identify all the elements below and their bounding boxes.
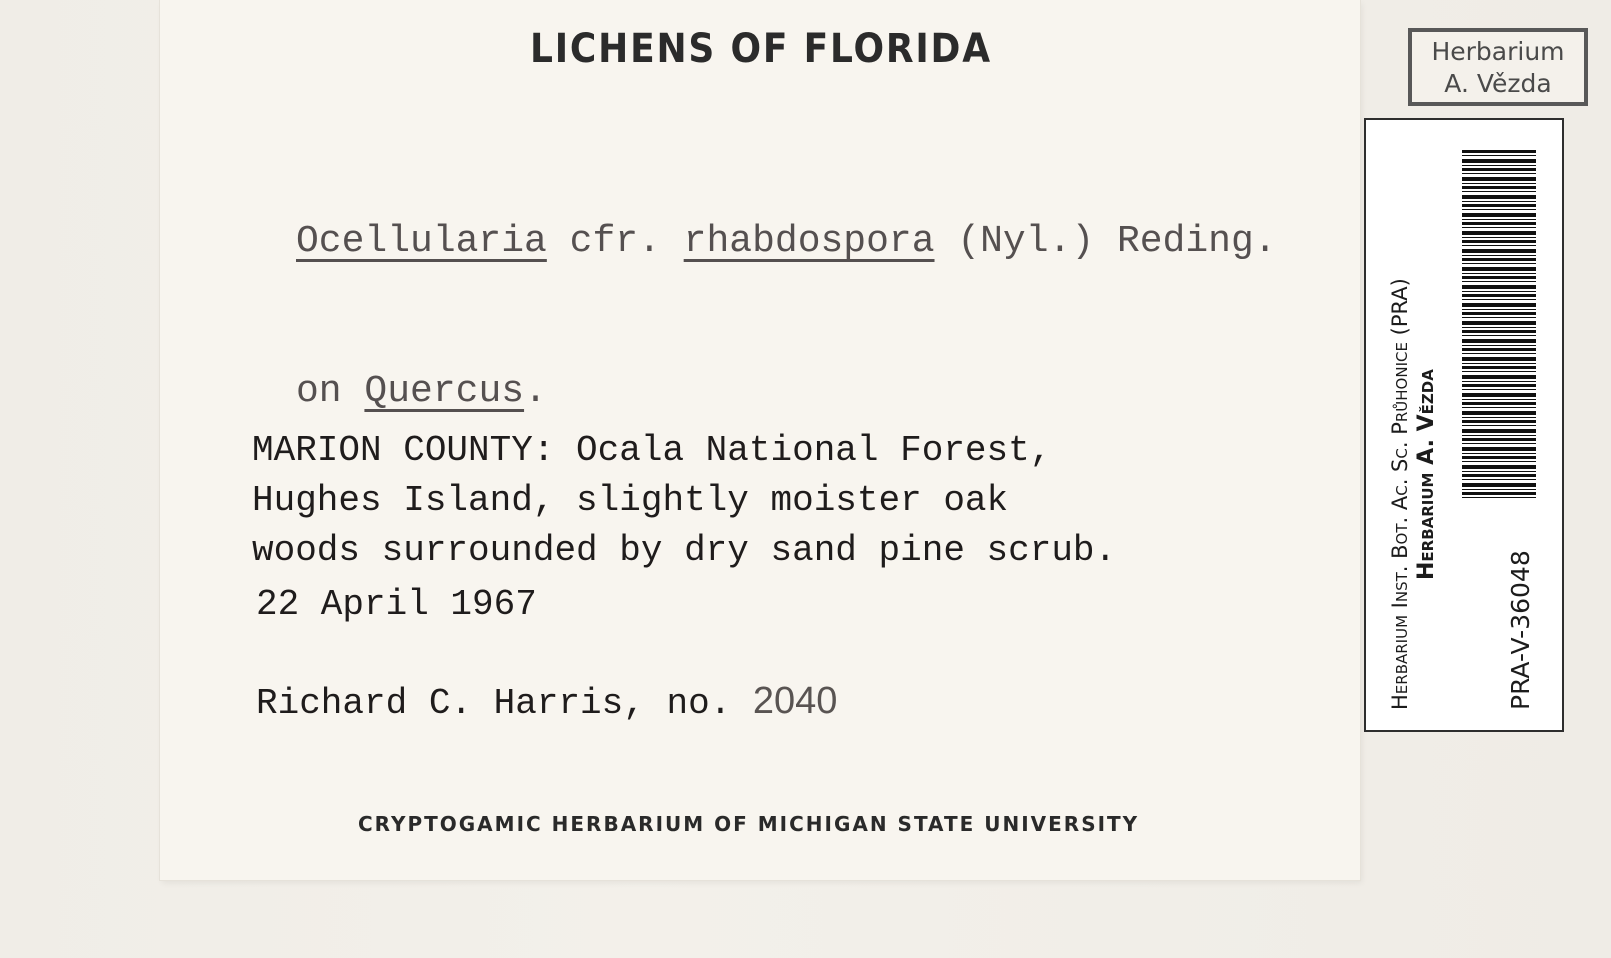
- taxon-author: (Nyl.) Reding.: [934, 220, 1277, 263]
- taxon-genus: Ocellularia: [296, 220, 547, 263]
- stamp-line-2: A. Vězda: [1444, 69, 1552, 98]
- locality-line-3: woods surrounded by dry sand pine scrub.: [252, 530, 1117, 571]
- locality-line-2: Hughes Island, slightly moister oak: [252, 480, 1009, 521]
- stamp-line-1: Herbarium: [1431, 37, 1565, 66]
- substrate-period: .: [524, 370, 547, 413]
- label-title: LICHENS OF FLORIDA: [530, 26, 992, 72]
- barcode-label: [1364, 118, 1564, 732]
- collection-date: 22 April 1967: [256, 584, 537, 625]
- substrate: [296, 370, 547, 413]
- taxon-name: [296, 220, 1277, 263]
- collector-name: Richard C. Harris, no.: [256, 683, 753, 724]
- institution-text: Herbarium Inst. Bot. Ac. Sc. Průhonice (PRA): [1388, 278, 1412, 710]
- specimen-id: PRA-V-36048: [1506, 550, 1535, 710]
- substrate-on: on: [296, 370, 365, 413]
- taxon-species: rhabdospora: [683, 220, 935, 263]
- label-footer: CRYPTOGAMIC HERBARIUM OF MICHIGAN STATE UNIVERSITY: [358, 812, 1140, 836]
- collector: [256, 680, 837, 724]
- collection-text: Herbarium A. Vězda: [1414, 369, 1439, 580]
- collection-number: 2040: [752, 680, 838, 722]
- taxon-cfr: cfr.: [546, 220, 684, 263]
- herbarium-stamp: [1408, 28, 1588, 106]
- locality-line-1: MARION COUNTY: Ocala National Forest,: [252, 430, 1052, 471]
- barcode-icon: [1462, 150, 1536, 500]
- substrate-genus: Quercus: [364, 370, 525, 413]
